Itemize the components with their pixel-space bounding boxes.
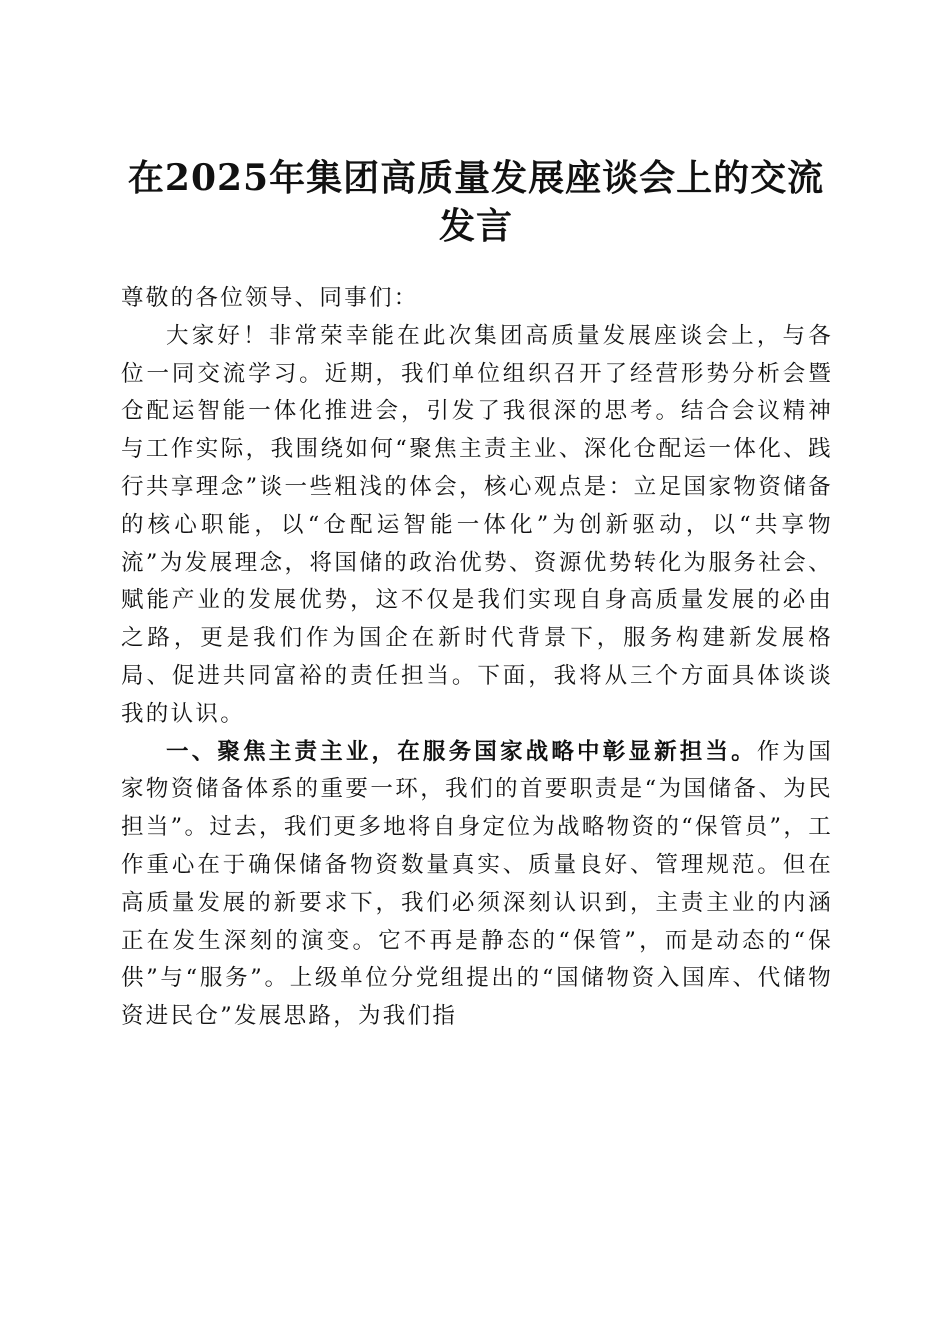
- section-1-paragraph: [121, 734, 833, 1036]
- section-1-text: 作为国家物资储备体系的重要一环，我们的首要职责是“为国储备、为民担当”。过去，我们更多地将自身定位为战略物资的“保管员”，工作重心在于确保储备物资数量真实、质量良好、管理规范。但在高质量发展的新要求下，我们必须深刻认识到，主责主业的内涵正在发生深刻的演变。它不再是静态的“保管”，而是动态的“保供”与“服务”。上级单位分党组提出的“国储物资入国库、代储物资进民仓”发展思路，为我们指: [121, 738, 834, 1030]
- greeting-line: 尊敬的各位领导、同事们：: [121, 285, 419, 311]
- opening-paragraph: 大家好！非常荣幸能在此次集团高质量发展座谈会上，与各位一同交流学习。近期，我们单位组织召开了经营形势分析会暨仓配运智能一体化推进会，引发了我很深的思考。结合会议精神与工作实际，我围绕如何“聚焦主责主业、深化仓配运一体化、践行共享理念”谈一些粗浅的体会，核心观点是：立足国家物资储备的核心职能，以“仓配运智能一体化”为创新驱动，以“共享物流”为发展理念，将国储的政治优势、资源优势转化为服务社会、赋能产业的发展优势，这不仅是我们实现自身高质量发展的必由之路，更是我们作为国企在新时代背景下，服务构建新发展格局、促进共同富裕的责任担当。下面，我将从三个方面具体谈谈我的认识。: [121, 322, 833, 727]
- document-body: [121, 280, 833, 1036]
- document-title: 在2025年集团高质量发展座谈会上的交流发言: [127, 157, 825, 248]
- section-1-heading: 一、聚焦主责主业，在服务国家战略中彰显新担当。: [166, 738, 757, 765]
